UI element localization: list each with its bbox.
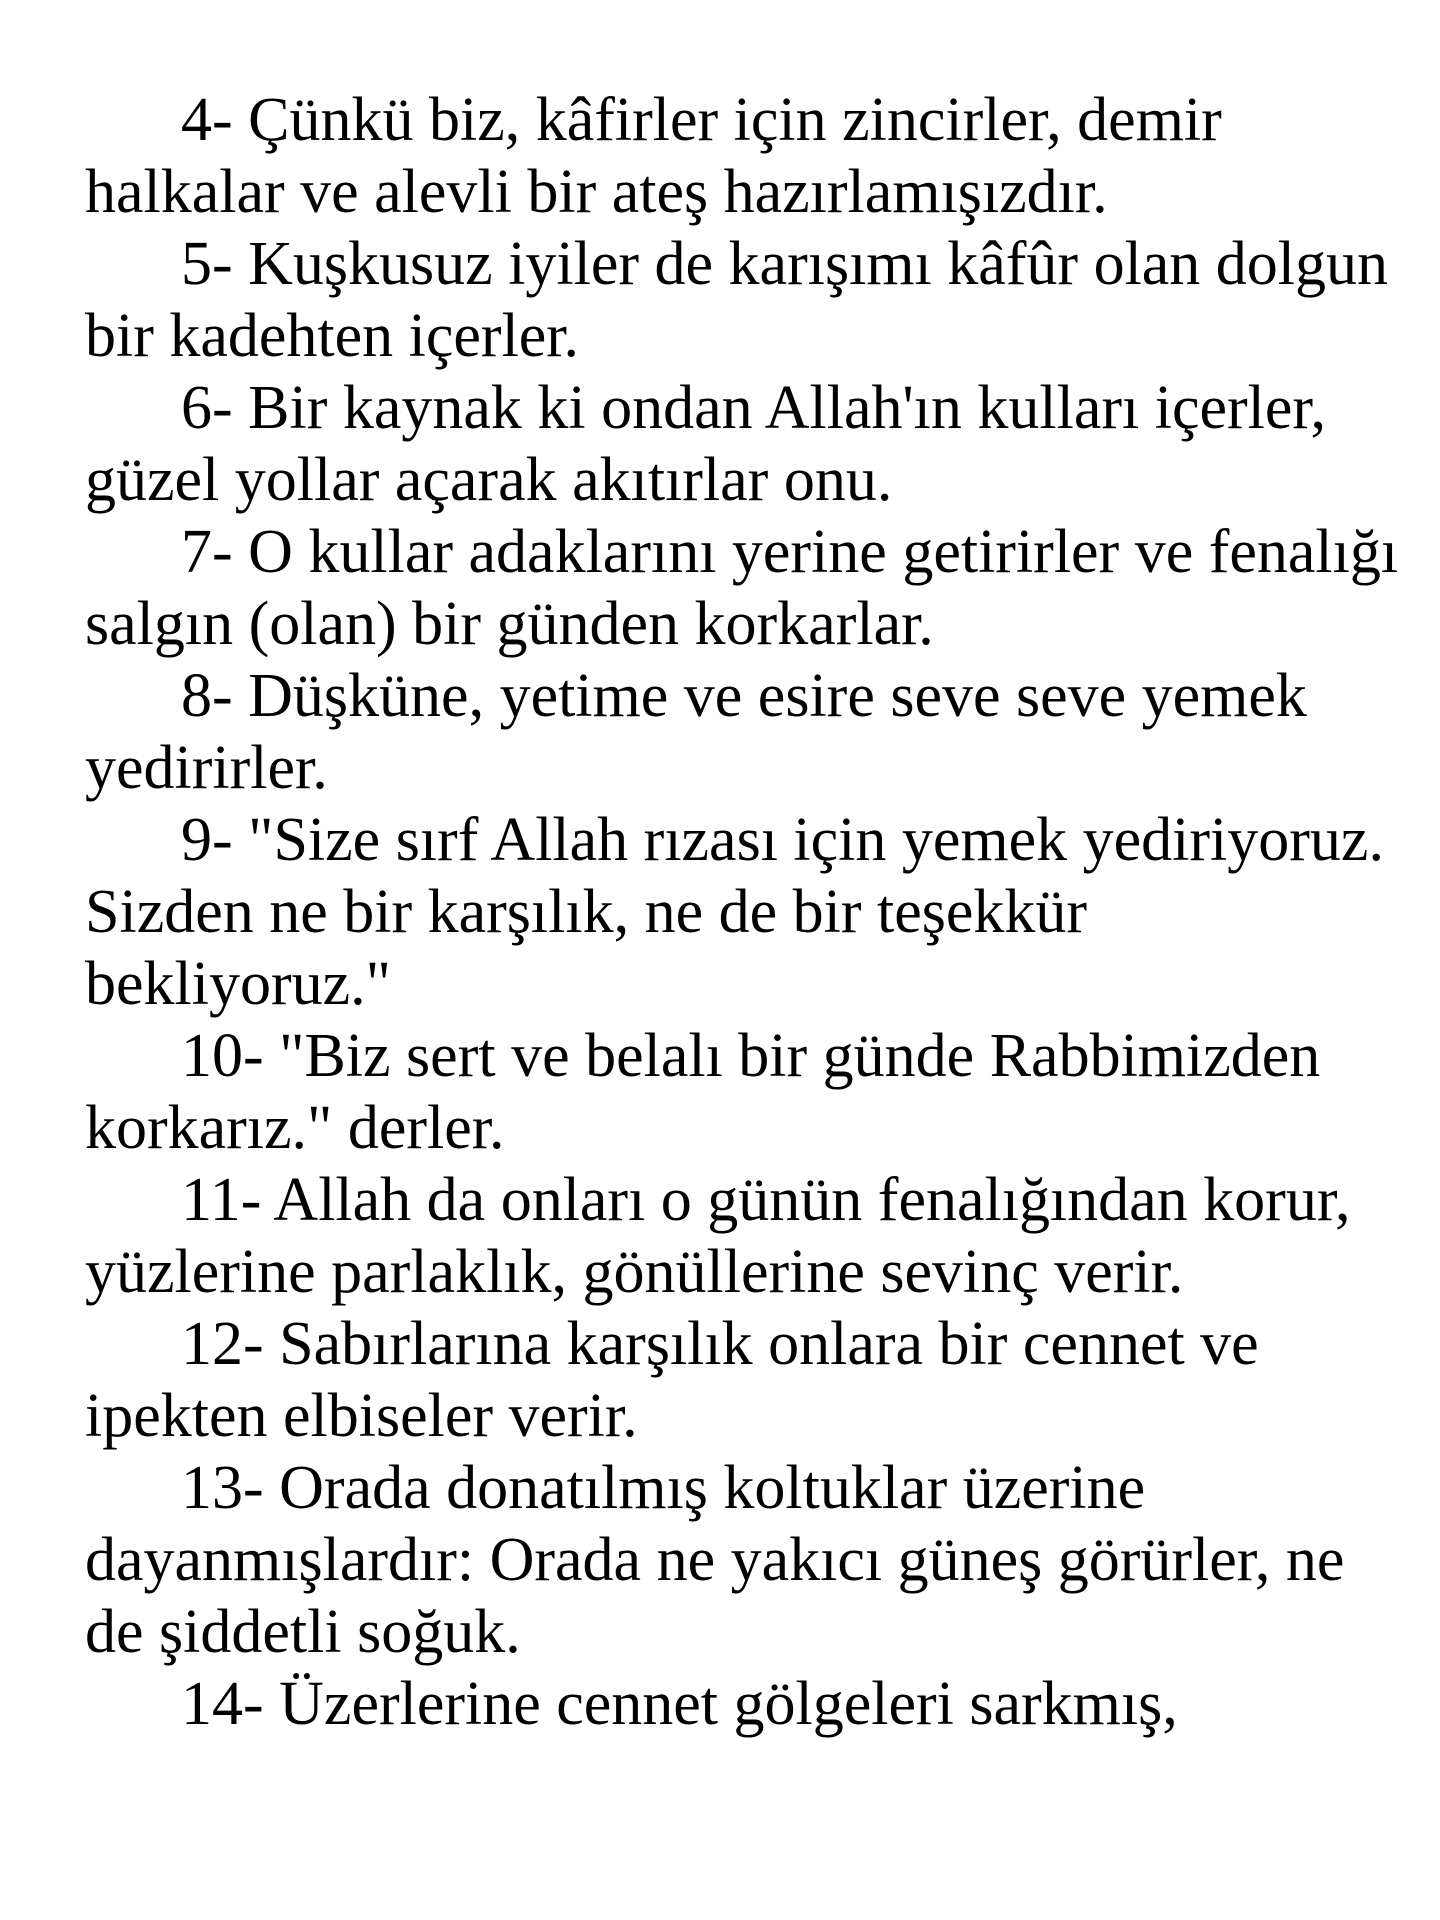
verse-10: 10- "Biz sert ve belalı bir günde Rabbimizden korkarız." derler. <box>85 1022 1321 1162</box>
verse-9: 9- "Size sırf Allah rızası için yemek yediriyoruz. Sizden ne bir karşılık, ne de bir teşekkür bekliyoruz." <box>85 806 1384 1018</box>
verse-6: 6- Bir kaynak ki ondan Allah'ın kulları içerler, güzel yollar açarak akıtırlar onu. <box>85 374 1327 514</box>
document-page <box>85 84 1405 1740</box>
verse-8: 8- Düşküne, yetime ve esire seve seve yemek yedirirler. <box>85 662 1307 802</box>
verse-13: 13- Orada donatılmış koltuklar üzerine dayanmışlardır: Orada ne yakıcı güneş görürler, ne de şiddetli soğuk. <box>85 1454 1345 1666</box>
verse-12: 12- Sabırlarına karşılık onlara bir cennet ve ipekten elbiseler verir. <box>85 1310 1259 1450</box>
verse-5: 5- Kuşkusuz iyiler de karışımı kâfûr olan dolgun bir kadehten içerler. <box>85 230 1389 370</box>
verse-4: 4- Çünkü biz, kâfirler için zincirler, demir halkalar ve alevli bir ateş hazırlamışızdır. <box>85 86 1222 226</box>
verse-11: 11- Allah da onları o günün fenalığından korur, yüzlerine parlaklık, gönüllerine sevinç verir. <box>85 1166 1351 1306</box>
verse-14: 14- Üzerlerine cennet gölgeleri sarkmış, <box>181 1670 1178 1738</box>
verse-7: 7- O kullar adaklarını yerine getirirler ve fenalığı salgın (olan) bir günden korkarlar. <box>85 518 1399 658</box>
